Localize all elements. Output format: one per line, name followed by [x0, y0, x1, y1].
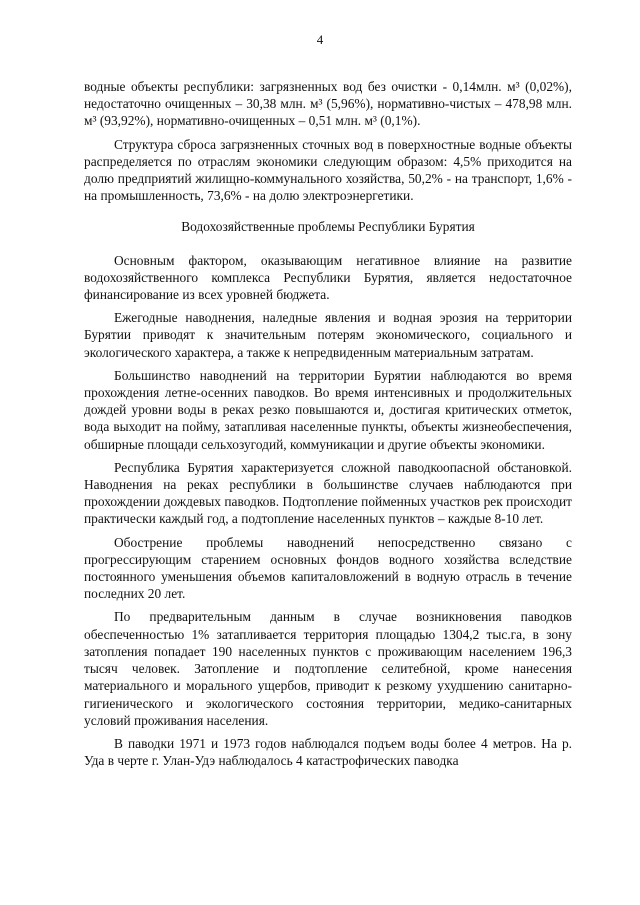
paragraph-discharge-structure: Структура сброса загрязненных сточных вод в поверхностные водные объекты распределяется по отраслям экономики следующим образом: 4,5% приходится на долю предприятий жилищно-коммунального хозяйства, 50,2% - на транспорт, 1,6% - на промышленность, 73,6% - на долю электроэнергетики.: [84, 136, 572, 204]
section-heading: Водохозяйственные проблемы Республики Бурятия: [181, 219, 475, 235]
paragraph-emissions-continuation: водные объекты республики: загрязненных вод без очистки - 0,14млн. м³ (0,02%), недостаточно очищенных – 30,38 млн. м³ (5,96%), нормативно-чистых – 478,98 млн. м³ (93,92%), нормативно-очищенных – 0,51 млн. м³ (0,1%).: [84, 79, 572, 129]
page-number: 4: [316, 32, 324, 47]
document-body: [84, 78, 572, 775]
paragraph-summer-autumn-floods: Большинство наводнений на территории Бурятии наблюдаются во время прохождения летне-осенних паводков. Во время интенсивных и продолжительных дождей уровни воды в реках резко повышаются и, достигая критических отметок, вода выходит на пойму, затапливая населенные пункты, объекты жизнеобеспечения, обширные площади сельхозугодий, коммуникации и другие объекты экономики.: [84, 367, 572, 452]
paragraph-annual-floods: Ежегодные наводнения, наледные явления и водная эрозия на территории Бурятии приводят к значительным потерям экономического, социального и экологического характера, а также к непредвиденным материальным затратам.: [84, 310, 572, 360]
paragraph-flood-situation: Республика Бурятия характеризуется сложной паводкоопасной обстановкой. Наводнения на реках республики в большинстве случаев наблюдаются при прохождении дождевых паводков. Подтопление пойменных участков рек происходит практически каждый год, а подтопление населенных пунктов – каждые 8-10 лет.: [84, 459, 572, 527]
paragraph-main-factor: Основным фактором, оказывающим негативное влияние на развитие водохозяйственного комплекса Республики Бурятия, является недостаточное финансирование из всех уровней бюджета.: [84, 252, 572, 303]
paragraph-historic-floods: В паводки 1971 и 1973 годов наблюдался подъем воды более 4 метров. На р. Уда в черте г. Улан-Удэ наблюдалось 4 катастрофических паводка: [84, 735, 572, 769]
paragraph-preliminary-data: По предварительным данным в случае возникновения паводков обеспеченностью 1% затапливается территория площадью 1304,2 тыс.га, в зону затопления попадает 190 населенных пунктов с проживающим населением 196,3 тысяч человек. Затопление и подтопление селитебной, кроме нанесения материального и морального ущербов, приводит к резкому ухудшению санитарно-гигиенического и экологического состояния территории, медико-санитарных условий проживания населения.: [84, 609, 572, 728]
paragraph-problem-aggravation: Обострение проблемы наводнений непосредственно связано с прогрессирующим старением основных фондов водного хозяйства вследствие постоянного уменьшения объемов капиталовложений в водную отрасль в течение последних 20 лет.: [84, 534, 572, 602]
